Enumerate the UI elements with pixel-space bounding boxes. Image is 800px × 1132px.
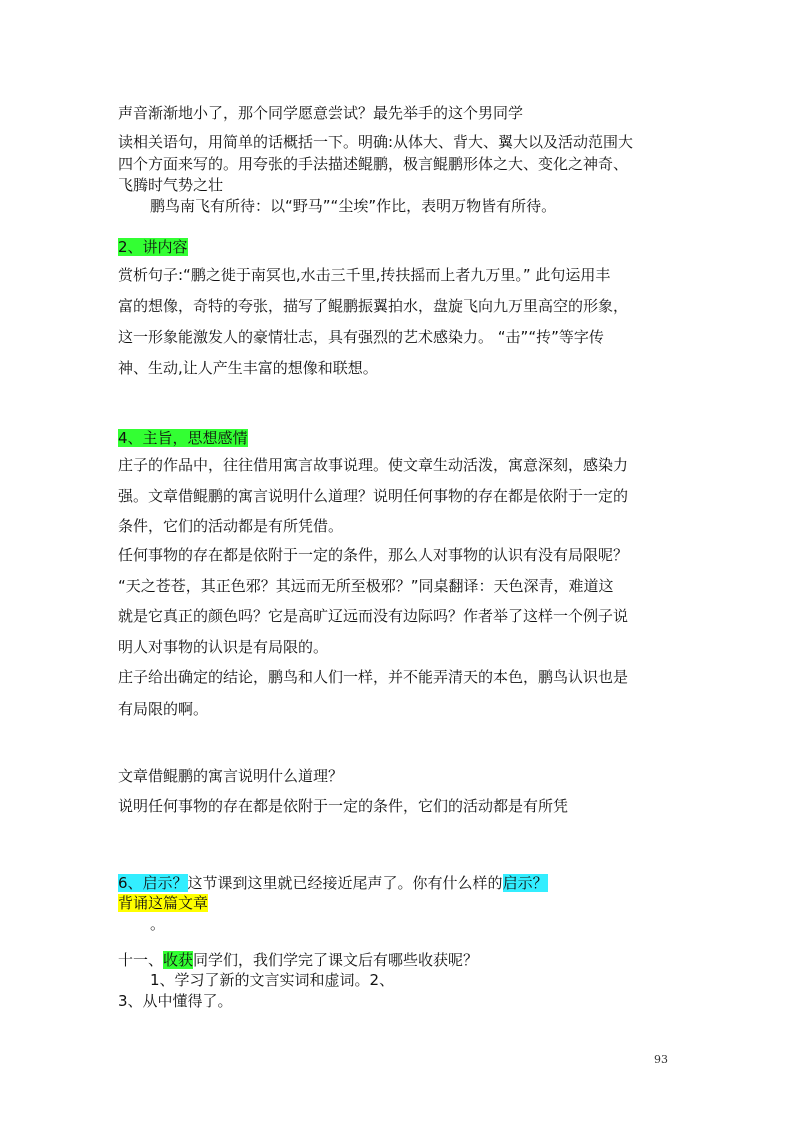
highlight-text: 背诵这篇文章 [118,894,209,912]
text-line: 鹏鸟南飞有所待：以“野马”“尘埃”作比，表明万物皆有所待。 [150,197,557,215]
text-line: 3、从中懂得了。 [118,992,233,1010]
page-number: 93 [654,1053,668,1066]
text-line: 庄子给出确定的结论，鹏鸟和人们一样，并不能弄清天的本色，鹏鸟认识也是 [118,668,629,686]
text-line: 强。文章借鲲鹏的寓言说明什么道理？说明任何事物的存在都是依附于一定的 [118,487,629,505]
section-heading-4 [118,428,248,448]
text-line: 任何事物的存在都是依附于一定的条件，那么人对事物的认识有没有局限呢？ [118,546,629,564]
section-heading-2 [118,237,188,257]
heading-text: 2、讲内容 [118,238,188,256]
text-line: 声音渐渐地小了，那个同学愿意尝试？最先举手的这个男同学 [118,104,524,122]
text-line: 1、学习了新的文言实词和虚词。2、 [150,971,395,989]
text-line: 明人对事物的认识是有局限的。 [118,638,329,656]
text-line: 就是它真正的颜色吗？它是高旷辽远而没有边际吗？作者举了这样一个例子说 [118,607,629,625]
heading-text: 4、主旨，思想感情 [118,429,248,447]
inline-text: 这节课到这里就已经接近尾声了。你有什么样的 [187,874,503,892]
text-line: “天之苍苍，其正色邪？其远而无所至极邪？”同桌翻译：天色深青，难道这 [118,577,614,595]
text-line: 赏析句子:“鹏之徙于南冥也,水击三千里,抟扶摇而上者九万里。” 此句运用丰 [118,266,611,284]
recite-line [118,893,208,913]
section-heading-11 [118,950,478,970]
inline-text: 十一、 [118,951,164,969]
highlight-text: 收获 [163,951,194,969]
text-line: 说明任何事物的存在都是依附于一定的条件，它们的活动都是有所凭 [118,797,569,815]
text-line: 这一形象能激发人的豪情壮志，具有强烈的艺术感染力。 “击”“抟”等字传 [118,328,604,346]
highlight-text: 6、启示？ [118,874,188,892]
text-line: 有局限的啊。 [118,700,209,718]
text-line: 飞腾时气势之壮 [118,176,224,194]
highlight-text: 启示？ [502,874,548,892]
inline-text: 同学们，我们学完了课文后有哪些收获呢？ [193,951,479,969]
text-line: 条件，它们的活动都是有所凭借。 [118,517,344,535]
text-line: 读相关语句，用简单的话概括一下。明确:从体大、背大、翼大以及活动范围大 [118,133,634,151]
text-line: 。 [150,915,166,933]
section-heading-6 [118,873,548,893]
text-line: 富的想像，奇特的夸张，描写了鲲鹏振翼拍水，盘旋飞向九万里高空的形象， [118,297,629,315]
text-line: 四个方面来写的。用夸张的手法描述鲲鹏，极言鲲鹏形体之大、变化之神奇、 [118,155,629,173]
text-line: 庄子的作品中，往往借用寓言故事说理。使文章生动活泼，寓意深刻，感染力 [118,456,629,474]
text-line: 神、生动,让人产生丰富的想像和联想。 [118,359,378,377]
text-line: 文章借鲲鹏的寓言说明什么道理？ [118,767,344,785]
